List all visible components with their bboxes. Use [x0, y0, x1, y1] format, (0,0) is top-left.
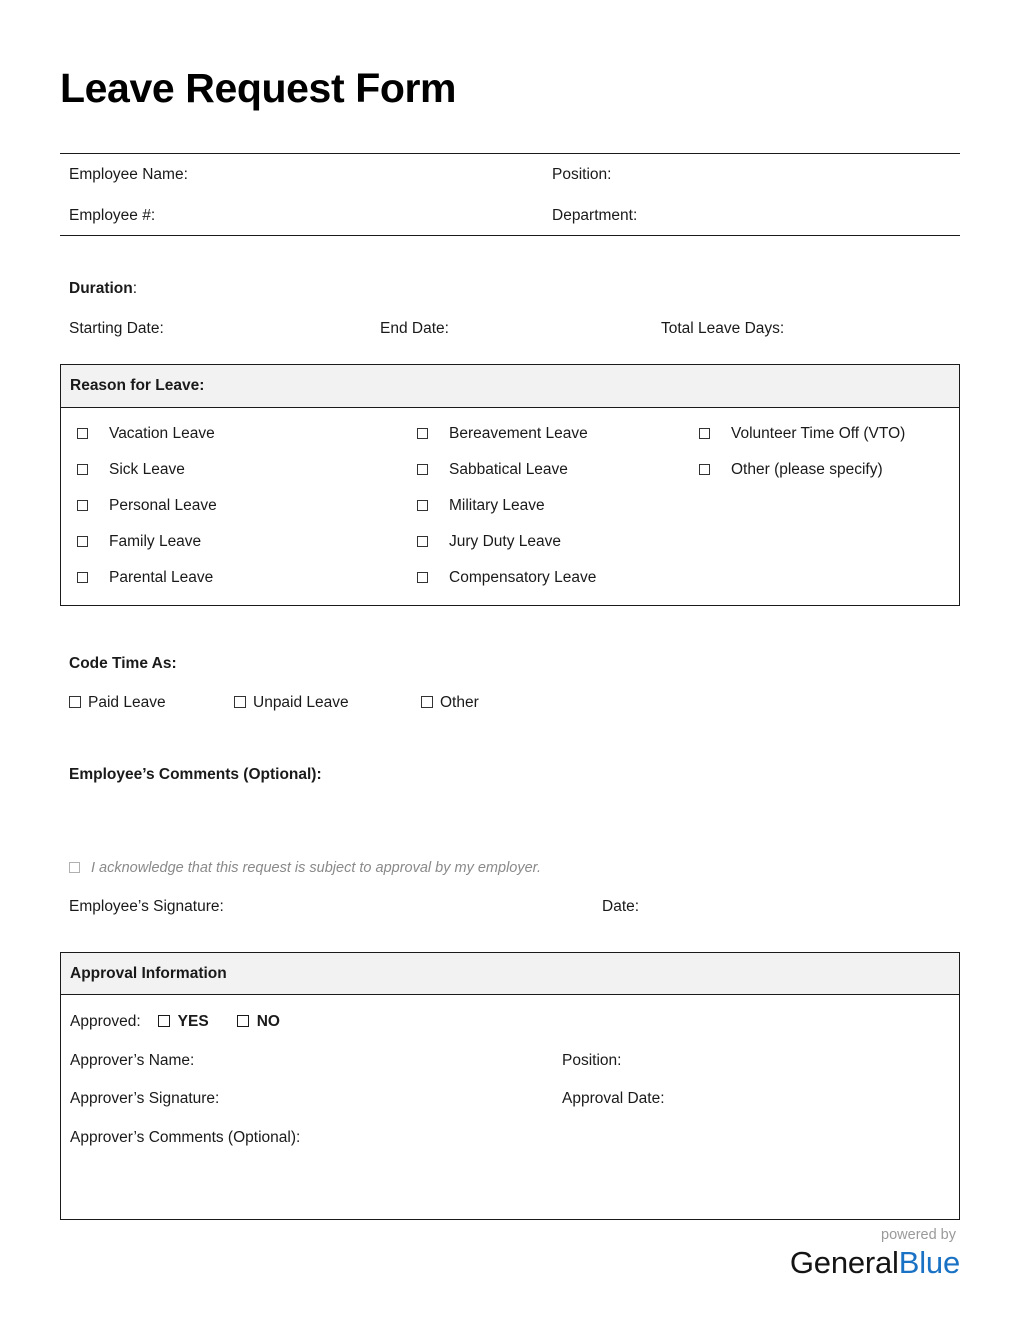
reason-for-leave-section [60, 364, 960, 606]
checkbox-label: Jury Duty Leave [449, 532, 561, 550]
checkbox-icon[interactable] [77, 464, 88, 475]
checkbox-label: Bereavement Leave [449, 424, 588, 442]
checkbox-icon[interactable] [77, 572, 88, 583]
duration-heading [60, 281, 960, 297]
approval-information-section [60, 952, 960, 1221]
acknowledgement-checkbox[interactable] [60, 861, 960, 876]
duration-heading-text: Duration [69, 280, 133, 297]
code-time-as-section [60, 656, 960, 716]
checkbox-icon[interactable] [417, 536, 428, 547]
checkbox-label: NO [256, 1013, 280, 1030]
approver-name-row [61, 1030, 959, 1069]
employee-signature-row [60, 899, 960, 915]
checkbox-label: Parental Leave [109, 568, 214, 586]
duration-heading-colon: : [132, 280, 138, 297]
checkbox-other-please-specify[interactable] [699, 462, 959, 478]
checkbox-approved-yes[interactable] [158, 1014, 209, 1030]
checkbox-label: Compensatory Leave [449, 568, 597, 586]
employee-signature-label: Employee’s Signature: [69, 898, 224, 915]
general-blue-logo [790, 1228, 960, 1279]
checkbox-icon[interactable] [699, 464, 710, 475]
checkbox-label: Other [440, 694, 479, 711]
employee-comments-input-area[interactable] [69, 783, 960, 861]
checkbox-personal-leave[interactable] [61, 498, 417, 514]
checkbox-family-leave[interactable] [61, 534, 417, 550]
brand-general-text: General [789, 1245, 899, 1280]
checkbox-icon[interactable] [417, 464, 428, 475]
employee-comments-section [60, 767, 960, 861]
checkbox-sick-leave[interactable] [61, 462, 417, 478]
approver-comments-input-area[interactable] [61, 1145, 959, 1219]
total-leave-days-label: Total Leave Days: [661, 319, 785, 337]
checkbox-icon[interactable] [77, 536, 88, 547]
checkbox-icon[interactable] [237, 1015, 249, 1027]
checkbox-icon[interactable] [699, 428, 710, 439]
checkbox-military-leave[interactable] [417, 498, 699, 514]
code-time-as-heading: Code Time As: [69, 654, 177, 672]
brand-wordmark [790, 1247, 960, 1278]
reason-row [61, 524, 959, 560]
employee-comments-heading: Employee’s Comments (Optional): [69, 766, 322, 783]
checkbox-icon[interactable] [417, 428, 428, 439]
checkbox-label: Vacation Leave [109, 424, 215, 442]
checkbox-label: Volunteer Time Off (VTO) [731, 424, 906, 442]
approved-row [61, 995, 959, 1030]
checkbox-compensatory-leave[interactable] [417, 570, 699, 586]
reason-for-leave-body [61, 408, 959, 605]
checkbox-icon[interactable] [417, 572, 428, 583]
duration-section [60, 281, 960, 336]
acknowledgement-text: I acknowledge that this request is subject to approval by my employer. [91, 859, 541, 876]
reason-for-leave-header: Reason for Leave: [61, 365, 959, 408]
checkbox-jury-duty-leave[interactable] [417, 534, 699, 550]
approver-position-label: Position: [562, 1051, 622, 1069]
approver-comments-label: Approver’s Comments (Optional): [70, 1128, 301, 1146]
checkbox-icon[interactable] [77, 500, 88, 511]
checkbox-label: Unpaid Leave [253, 694, 349, 711]
checkbox-volunteer-time-off[interactable] [699, 426, 959, 442]
end-date-label: End Date: [380, 319, 449, 337]
checkbox-icon[interactable] [158, 1015, 170, 1027]
starting-date-label: Starting Date: [69, 319, 164, 337]
approved-label: Approved: [70, 1013, 141, 1030]
employee-signature-date-label: Date: [602, 898, 640, 915]
checkbox-icon[interactable] [69, 696, 81, 708]
checkbox-label: Paid Leave [88, 694, 166, 711]
reason-row [61, 452, 959, 488]
approver-signature-label: Approver’s Signature: [70, 1090, 220, 1107]
checkbox-label: Sick Leave [109, 460, 185, 478]
checkbox-unpaid-leave[interactable] [234, 695, 349, 711]
approver-signature-row [61, 1068, 959, 1107]
reason-row [61, 488, 959, 524]
checkbox-sabbatical-leave[interactable] [417, 462, 699, 478]
employee-info-block [60, 153, 960, 236]
checkbox-paid-leave[interactable] [69, 695, 166, 711]
checkbox-label: YES [177, 1013, 209, 1030]
page-title: Leave Request Form [60, 65, 457, 111]
checkbox-icon[interactable] [234, 696, 246, 708]
checkbox-bereavement-leave[interactable] [417, 426, 699, 442]
approval-information-body [61, 995, 959, 1219]
employee-number-label: Employee #: [69, 206, 156, 224]
powered-by-label: powered by [881, 1226, 956, 1243]
reason-row [61, 560, 959, 596]
reason-row [61, 416, 959, 452]
approval-date-label: Approval Date: [562, 1090, 665, 1107]
checkbox-icon[interactable] [69, 862, 80, 873]
code-time-as-options [69, 695, 960, 715]
checkbox-label: Family Leave [109, 532, 202, 550]
approval-information-header: Approval Information [61, 953, 959, 996]
checkbox-icon[interactable] [421, 696, 433, 708]
checkbox-parental-leave[interactable] [61, 570, 417, 586]
position-label: Position: [552, 166, 612, 183]
checkbox-icon[interactable] [417, 500, 428, 511]
checkbox-label: Other (please specify) [731, 460, 883, 478]
checkbox-label: Sabbatical Leave [449, 460, 568, 478]
brand-blue-text: Blue [898, 1245, 960, 1280]
checkbox-approved-no[interactable] [237, 1014, 280, 1030]
employee-name-label: Employee Name: [69, 166, 188, 183]
employee-info-row [60, 154, 960, 195]
duration-fields-row [60, 321, 960, 337]
employee-info-row [60, 195, 960, 236]
checkbox-label: Personal Leave [109, 496, 217, 514]
checkbox-label: Military Leave [449, 496, 545, 514]
department-label: Department: [552, 206, 638, 224]
checkbox-code-other[interactable] [421, 695, 479, 711]
approver-name-label: Approver’s Name: [70, 1051, 195, 1069]
checkbox-icon[interactable] [77, 428, 88, 439]
checkbox-vacation-leave[interactable] [61, 426, 417, 442]
